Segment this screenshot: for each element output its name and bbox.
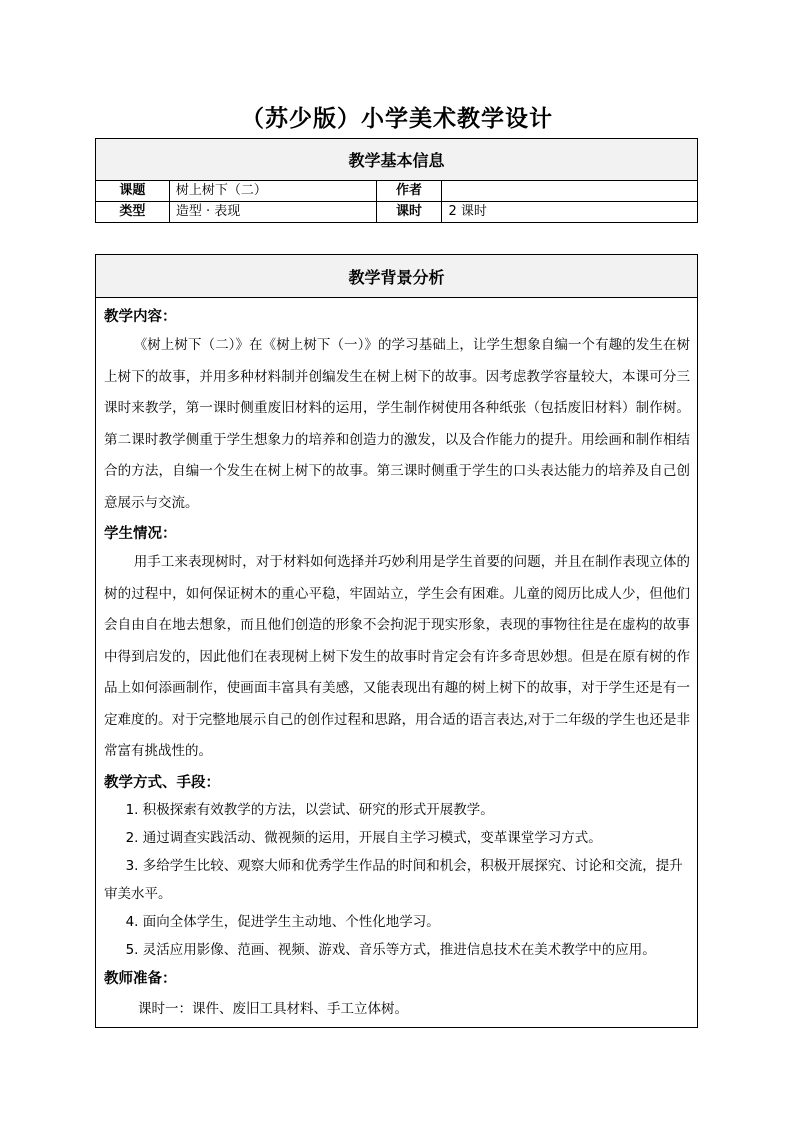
content-heading: 教学内容：	[104, 309, 177, 325]
student-paragraph: 用手工来表现树时，对于材料如何选择并巧妙利用是学生首要的问题，并且在制作表现立体的树的过程中，如何保证树木的重心平稳，牢固站立，学生会有困难。儿童的阅历比成人少，但他们会自由自在地去想象，而且他们创造的形象不会拘泥于现实形象，表现的事物往往是在虚构的故事中得到启发的，因此他们在表现树上树下发生的故事时肯定会有许多奇思妙想。但是在原有树的作品上如何添画制作，使画面丰富具有美感，又能表现出有趣的树上树下的故事，对于学生还是有一定难度的。对于完整地展示自己的创作过程和思路，用合适的语言表达,对于二年级的学生也还是非常富有挑战性的。	[104, 554, 690, 759]
author-value	[442, 181, 698, 202]
type-label: 类型	[96, 202, 170, 223]
student-heading: 学生情况：	[104, 526, 177, 542]
basic-info-header: 教学基本信息	[96, 139, 698, 181]
content-paragraph: 《树上树下（二）》在《树上树下（一）》的学习基础上，让学生想象自编一个有趣的发生在树上树下的故事，并用多种材料制并创编发生在树上树下的故事。因考虑教学容量较大，本课可分三课时来教学，第一课时侧重废旧材料的运用，学生制作树使用各种纸张（包括废旧材料）制作树。第二课时教学侧重于学生想象力的培养和创造力的激发，以及合作能力的提升。用绘画和制作相结合的方法，自编一个发生在树上树下的故事。第三课时侧重于学生的口头表达能力的培养及自己创意展示与交流。	[104, 337, 690, 511]
hours-value: 2 课时	[442, 202, 698, 223]
type-value: 造型 · 表现	[169, 202, 376, 223]
prep-heading: 教师准备：	[104, 970, 177, 987]
author-label: 作者	[376, 181, 442, 202]
subject-value: 树上树下（二）	[169, 181, 376, 202]
method-item: 5. 灵活应用影像、范画、视频、游戏、音乐等方式，推进信息技术在美术教学中的应用。	[125, 941, 656, 958]
background-content	[96, 298, 698, 1028]
background-analysis-table	[95, 254, 698, 1028]
prep-text: 课时一：课件、废旧工具材料、手工立体树。	[138, 1000, 408, 1017]
method-heading: 教学方式、手段：	[104, 774, 220, 791]
background-header: 教学背景分析	[96, 255, 698, 298]
hours-label: 课时	[376, 202, 442, 223]
method-item: 4. 面向全体学生，促进学生主动地、个性化地学习。	[125, 913, 440, 930]
subject-label: 课题	[96, 181, 170, 202]
method-item: 3. 多给学生比较、观察大师和优秀学生作品的时间和机会，积极开展探究、讨论和交流，提升审美水平。	[104, 857, 683, 902]
basic-info-table	[95, 138, 698, 223]
method-item: 1. 积极探索有效教学的方法，以尝试、研究的形式开展教学。	[125, 801, 494, 818]
document-title: （苏少版）小学美术教学设计	[241, 106, 553, 132]
method-item: 2. 通过调查实践活动、微视频的运用，开展自主学习模式，变革课堂学习方式。	[125, 829, 602, 846]
